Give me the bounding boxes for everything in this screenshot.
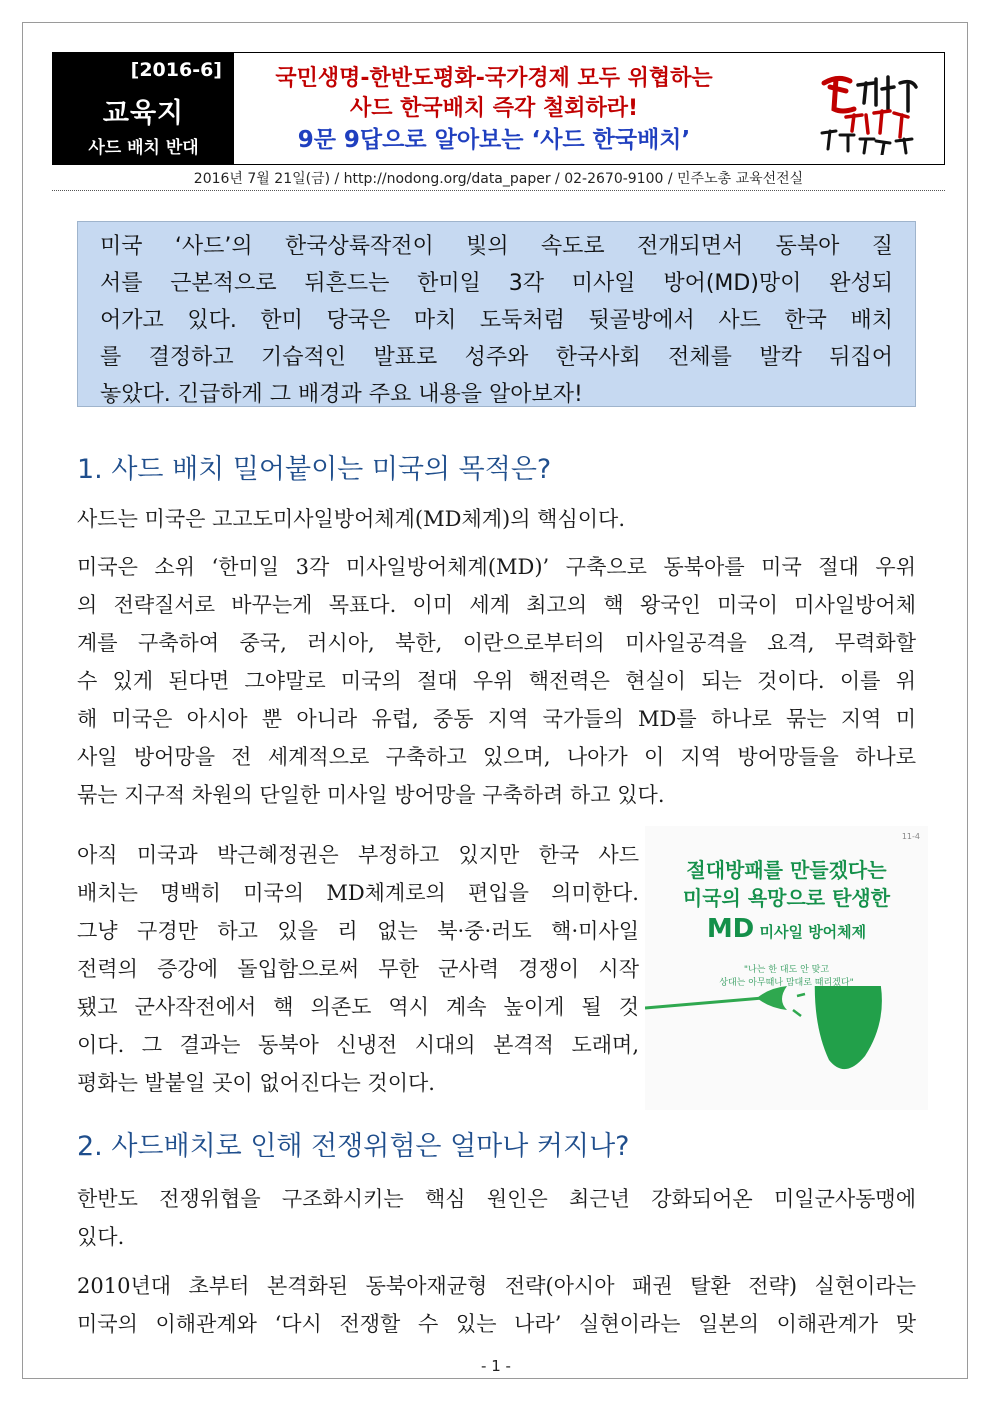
- text-line: 미국의 이해관계와 ‘다시 전쟁할 수 있는 나라’ 실현이라는 일본의 이해관계가 맞: [77, 1312, 916, 1336]
- figure-md-small: 미사일 방어체제: [754, 923, 867, 941]
- headline-line-3: 9문 9답으로 알아보는 ‘사드 한국배치’: [297, 127, 691, 153]
- text-line: 배치는 명백히 미국의 MD체계로의 편입을 의미한다.: [77, 881, 639, 905]
- shield-shape: [815, 986, 882, 1069]
- text-line: 사드는 미국은 고고도미사일방어체계(MD체계)의 핵심이다.: [77, 507, 626, 531]
- figure-tag: 11-4: [901, 832, 920, 841]
- section-2-paragraph-1: [77, 1180, 916, 1256]
- header-masthead: [53, 53, 234, 164]
- text-line: 계를 구축하여 중국, 러시아, 북한, 이란으로부터의 미사일공격을 요격, 무력화할: [77, 631, 916, 655]
- impact-mark: [793, 1010, 801, 1016]
- figure-title: [645, 856, 928, 912]
- text-line: 해 미국은 아시아 뿐 아니라 유럽, 중동 지역 국가들의 MD를 하나로 묶는 지역 미: [77, 707, 916, 731]
- section-1-paragraph-3: [77, 836, 639, 1102]
- text-line: 사일 방어망을 전 세계적으로 구축하고 있으며, 나아가 이 지역 방어망들을 하나로: [77, 745, 916, 769]
- intro-line: 미국 ‘사드’의 한국상륙작전이 빛의 속도로 전개되면서 동북아 질: [100, 234, 893, 259]
- intro-line: 어가고 있다. 한미 당국은 마치 도둑처럼 뒷골방에서 사드 한국 배치: [100, 308, 893, 333]
- page-number: - 1 -: [481, 1357, 511, 1375]
- spear-shaft: [645, 998, 763, 1008]
- impact-mark: [797, 994, 805, 996]
- figure-md-label: [645, 914, 928, 944]
- text-line: 아직 미국과 박근혜정권은 부정하고 있지만 한국 사드: [77, 843, 639, 867]
- figure-title-line: 미국의 욕망으로 탄생한: [682, 886, 891, 910]
- md-illustration: [645, 826, 928, 1110]
- intro-line: 서를 근본적으로 뒤흔드는 한미일 3각 미사일 방어(MD)망이 완성되: [100, 271, 893, 296]
- text-line: 미국은 소위 ‘한미일 3각 미사일방어체계(MD)’ 구축으로 동북아를 미국 절대 우위: [77, 555, 916, 579]
- publication-info: 2016년 7월 21일(금) / http://nodong.org/data_paper / 02-2670-9100 / 민주노총 교육선전실: [193, 171, 804, 187]
- figure-md-big: MD: [706, 914, 755, 944]
- intro-line: 를 결정하고 기습적인 발표로 성주와 한국사회 전체를 발칵 뒤집어: [100, 345, 893, 370]
- header-divider: [52, 190, 945, 191]
- section-1-heading: 1. 사드 배치 밀어붙이는 미국의 목적은?: [77, 454, 552, 485]
- newsletter-header: [52, 52, 945, 165]
- text-line: 의 전략질서로 바꾸는게 목표다. 이미 세계 최고의 핵 왕국인 미국이 미사일방어체: [77, 593, 916, 617]
- text-line: 수 있게 된다면 그야말로 미국의 절대 우위 핵전력은 현실이 되는 것이다. 이를 위: [77, 669, 916, 693]
- section-1-paragraph-1: [77, 500, 916, 538]
- text-line: 됐고 군사작전에서 핵 의존도 역시 계속 높이게 될 것: [77, 995, 639, 1019]
- publication-name: 교육지: [102, 98, 185, 129]
- headline-line-2: 사드 한국배치 즉각 철회하라!: [349, 96, 639, 121]
- issue-topic: 사드 배치 반대: [88, 138, 199, 158]
- spear-head: [757, 986, 787, 1010]
- headline-line-1: 국민생명-한반도평화-국가경제 모두 위협하는: [275, 66, 713, 91]
- text-line: 전력의 증강에 돌입함으로써 무한 군사력 경쟁이 시작: [77, 957, 639, 981]
- intro-line: 놓았다. 긴급하게 그 배경과 주요 내용을 알아보자!: [100, 382, 583, 407]
- text-line: 묶는 지구적 차원의 단일한 미사일 방어망을 구축하려 하고 있다.: [77, 783, 665, 807]
- text-line: 평화는 발붙일 곳이 없어진다는 것이다.: [77, 1071, 435, 1095]
- text-line: 2010년대 초부터 본격화된 동북아재균형 전략(아시아 패권 탈환 전략) 실현이라는: [77, 1274, 916, 1298]
- figure-quote-line: 상대는 아무때나 맘대로 때리겠다": [719, 978, 854, 988]
- text-line: 한반도 전쟁위협을 구조화시키는 핵심 원인은 최근년 강화되어온 미일군사동맹에: [77, 1187, 916, 1211]
- text-line: 그냥 구경만 하고 있을 리 없는 북·중·러도 핵·미사일: [77, 919, 639, 943]
- text-line: 이다. 그 결과는 동북아 신냉전 시대의 본격적 도래며,: [77, 1033, 639, 1057]
- shield-spear-icon: [645, 986, 928, 1110]
- campaign-logo-icon: [816, 69, 926, 155]
- section-1-paragraph-2: [77, 548, 916, 814]
- figure-quote-line: "나는 한 대도 안 맞고: [743, 965, 830, 975]
- section-2-heading: 2. 사드배치로 인해 전쟁위험은 얼마나 커지나?: [77, 1131, 630, 1162]
- section-2-paragraph-2: [77, 1267, 916, 1343]
- intro-summary-box: [77, 221, 916, 407]
- figure-title-line: 절대방패를 만들겠다는: [686, 858, 887, 882]
- issue-number: [2016-6]: [130, 59, 222, 81]
- header-headline: [234, 53, 944, 164]
- text-line: 있다.: [77, 1225, 125, 1249]
